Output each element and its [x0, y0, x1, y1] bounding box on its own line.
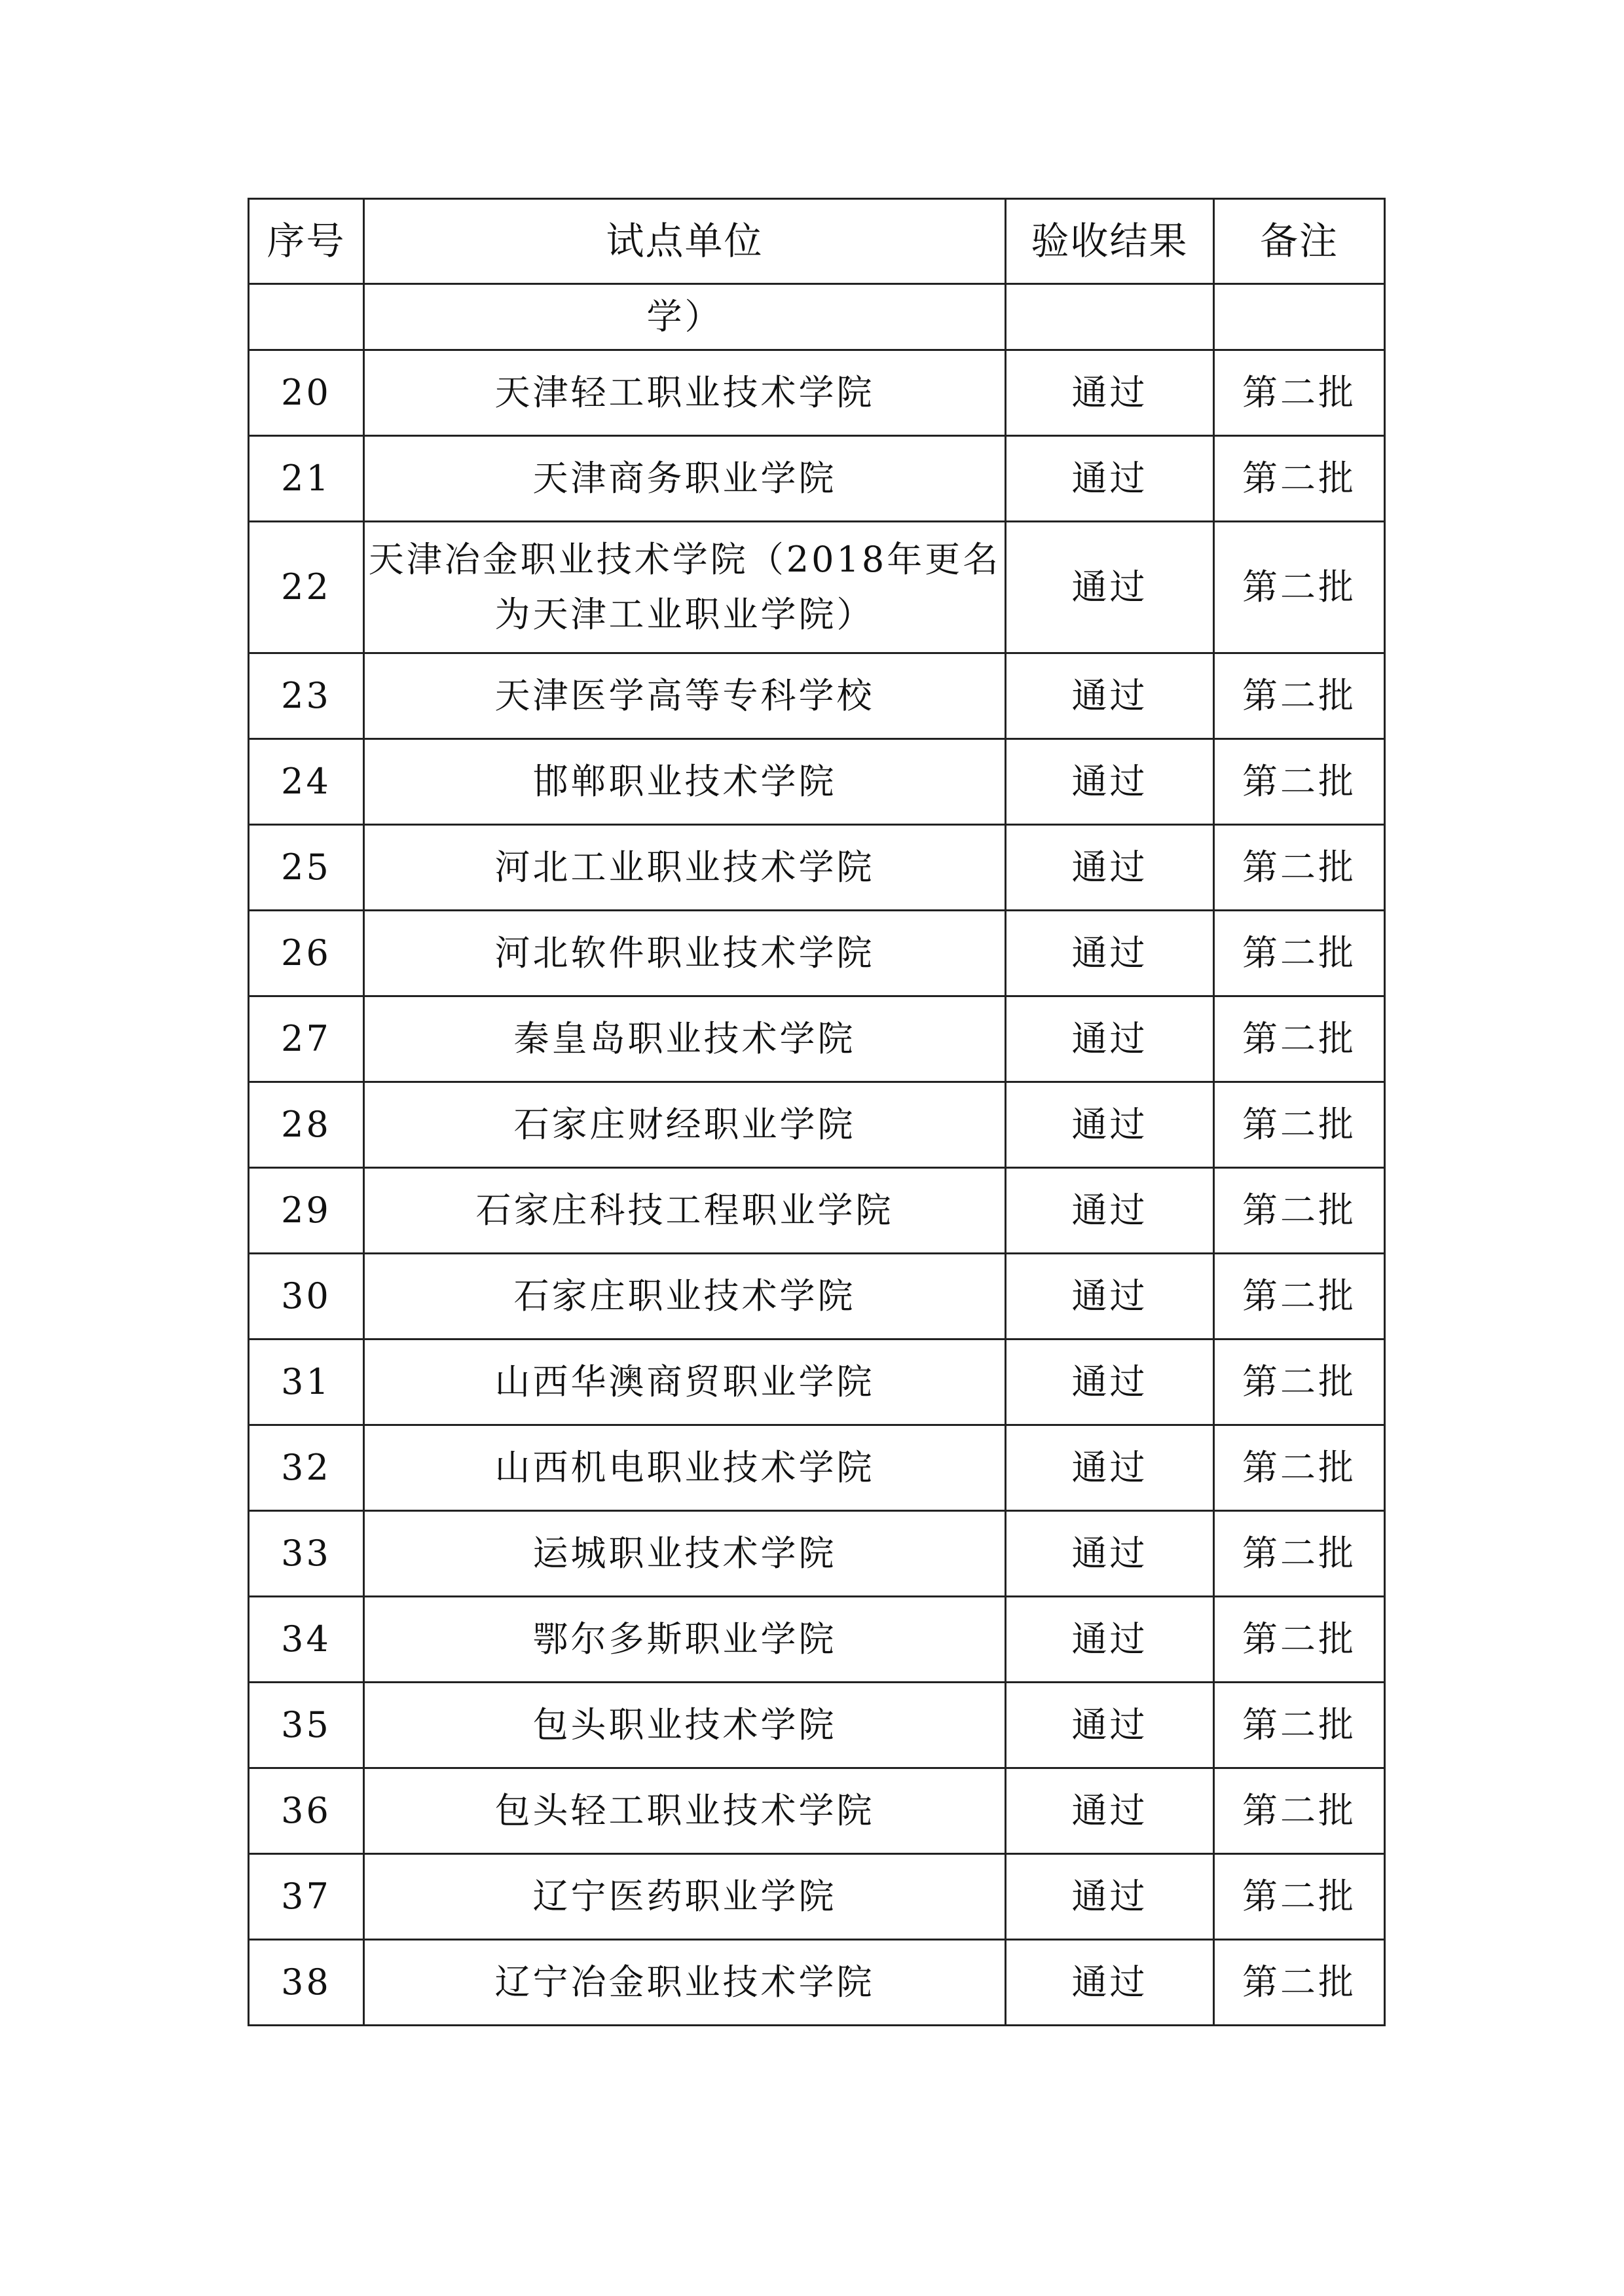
table-row	[249, 1768, 1385, 1854]
cell-note: 第二批	[1214, 436, 1385, 522]
header-seq: 序号	[249, 199, 364, 284]
cell-seq: 28	[249, 1082, 364, 1168]
cell-result: 通过	[1006, 1168, 1214, 1254]
cell-seq: 25	[249, 825, 364, 911]
cell-result: 通过	[1006, 1082, 1214, 1168]
cell-note: 第二批	[1214, 911, 1385, 996]
continuation-row	[249, 284, 1385, 350]
cell-seq	[249, 284, 364, 350]
cell-result: 通过	[1006, 1940, 1214, 2026]
cell-unit: 天津医学高等专科学校	[364, 653, 1006, 739]
table-row	[249, 1168, 1385, 1254]
table-row	[249, 522, 1385, 653]
table-row	[249, 996, 1385, 1082]
cell-note: 第二批	[1214, 350, 1385, 436]
cell-note: 第二批	[1214, 522, 1385, 653]
table-row	[249, 350, 1385, 436]
cell-unit: 邯郸职业技术学院	[364, 739, 1006, 825]
cell-unit: 石家庄财经职业学院	[364, 1082, 1006, 1168]
cell-unit: 学）	[364, 284, 1006, 350]
cell-result: 通过	[1006, 1425, 1214, 1511]
cell-unit: 秦皇岛职业技术学院	[364, 996, 1006, 1082]
cell-unit: 石家庄科技工程职业学院	[364, 1168, 1006, 1254]
cell-note: 第二批	[1214, 1254, 1385, 1339]
table-row	[249, 1339, 1385, 1425]
cell-unit: 辽宁冶金职业技术学院	[364, 1940, 1006, 2026]
table-row	[249, 1683, 1385, 1768]
table-row	[249, 653, 1385, 739]
cell-seq: 38	[249, 1940, 364, 2026]
header-result: 验收结果	[1006, 199, 1214, 284]
table-row	[249, 1511, 1385, 1597]
cell-result: 通过	[1006, 1339, 1214, 1425]
cell-result	[1006, 284, 1214, 350]
cell-seq: 21	[249, 436, 364, 522]
cell-seq: 22	[249, 522, 364, 653]
cell-note: 第二批	[1214, 653, 1385, 739]
header-unit: 试点单位	[364, 199, 1006, 284]
cell-result: 通过	[1006, 911, 1214, 996]
cell-note: 第二批	[1214, 1425, 1385, 1511]
cell-note: 第二批	[1214, 1082, 1385, 1168]
cell-seq: 31	[249, 1339, 364, 1425]
cell-unit: 石家庄职业技术学院	[364, 1254, 1006, 1339]
cell-seq: 30	[249, 1254, 364, 1339]
cell-result: 通过	[1006, 436, 1214, 522]
cell-unit: 河北工业职业技术学院	[364, 825, 1006, 911]
cell-seq: 24	[249, 739, 364, 825]
cell-note: 第二批	[1214, 1854, 1385, 1940]
table-row	[249, 1425, 1385, 1511]
cell-unit: 辽宁医药职业学院	[364, 1854, 1006, 1940]
cell-result: 通过	[1006, 1511, 1214, 1597]
cell-seq: 20	[249, 350, 364, 436]
cell-note	[1214, 284, 1385, 350]
table-row	[249, 825, 1385, 911]
header-note: 备注	[1214, 199, 1385, 284]
table-row	[249, 739, 1385, 825]
cell-seq: 37	[249, 1854, 364, 1940]
cell-note: 第二批	[1214, 1339, 1385, 1425]
cell-result: 通过	[1006, 1854, 1214, 1940]
cell-result: 通过	[1006, 1597, 1214, 1683]
cell-result: 通过	[1006, 1683, 1214, 1768]
cell-note: 第二批	[1214, 1597, 1385, 1683]
cell-note: 第二批	[1214, 996, 1385, 1082]
cell-unit: 包头轻工职业技术学院	[364, 1768, 1006, 1854]
cell-unit: 天津冶金职业技术学院（2018年更名为天津工业职业学院）	[364, 522, 1006, 653]
cell-note: 第二批	[1214, 1511, 1385, 1597]
cell-unit: 鄂尔多斯职业学院	[364, 1597, 1006, 1683]
cell-unit: 河北软件职业技术学院	[364, 911, 1006, 996]
cell-note: 第二批	[1214, 739, 1385, 825]
cell-note: 第二批	[1214, 825, 1385, 911]
cell-result: 通过	[1006, 1768, 1214, 1854]
cell-unit: 运城职业技术学院	[364, 1511, 1006, 1597]
cell-unit: 包头职业技术学院	[364, 1683, 1006, 1768]
cell-result: 通过	[1006, 825, 1214, 911]
cell-result: 通过	[1006, 1254, 1214, 1339]
cell-note: 第二批	[1214, 1768, 1385, 1854]
cell-seq: 32	[249, 1425, 364, 1511]
cell-unit: 山西华澳商贸职业学院	[364, 1339, 1006, 1425]
cell-note: 第二批	[1214, 1940, 1385, 2026]
table-header-row	[249, 199, 1385, 284]
cell-result: 通过	[1006, 522, 1214, 653]
cell-seq: 33	[249, 1511, 364, 1597]
table-row	[249, 1854, 1385, 1940]
table-row	[249, 911, 1385, 996]
pilot-results-table	[248, 198, 1386, 2026]
table-row	[249, 1597, 1385, 1683]
table-row	[249, 1082, 1385, 1168]
cell-result: 通过	[1006, 350, 1214, 436]
cell-seq: 35	[249, 1683, 364, 1768]
cell-unit: 天津商务职业学院	[364, 436, 1006, 522]
cell-unit: 天津轻工职业技术学院	[364, 350, 1006, 436]
cell-seq: 23	[249, 653, 364, 739]
cell-seq: 27	[249, 996, 364, 1082]
cell-result: 通过	[1006, 739, 1214, 825]
table-row	[249, 1940, 1385, 2026]
cell-unit: 山西机电职业技术学院	[364, 1425, 1006, 1511]
cell-result: 通过	[1006, 653, 1214, 739]
cell-note: 第二批	[1214, 1168, 1385, 1254]
cell-result: 通过	[1006, 996, 1214, 1082]
cell-note: 第二批	[1214, 1683, 1385, 1768]
cell-seq: 29	[249, 1168, 364, 1254]
cell-seq: 34	[249, 1597, 364, 1683]
table-row	[249, 436, 1385, 522]
cell-seq: 26	[249, 911, 364, 996]
cell-seq: 36	[249, 1768, 364, 1854]
table-row	[249, 1254, 1385, 1339]
